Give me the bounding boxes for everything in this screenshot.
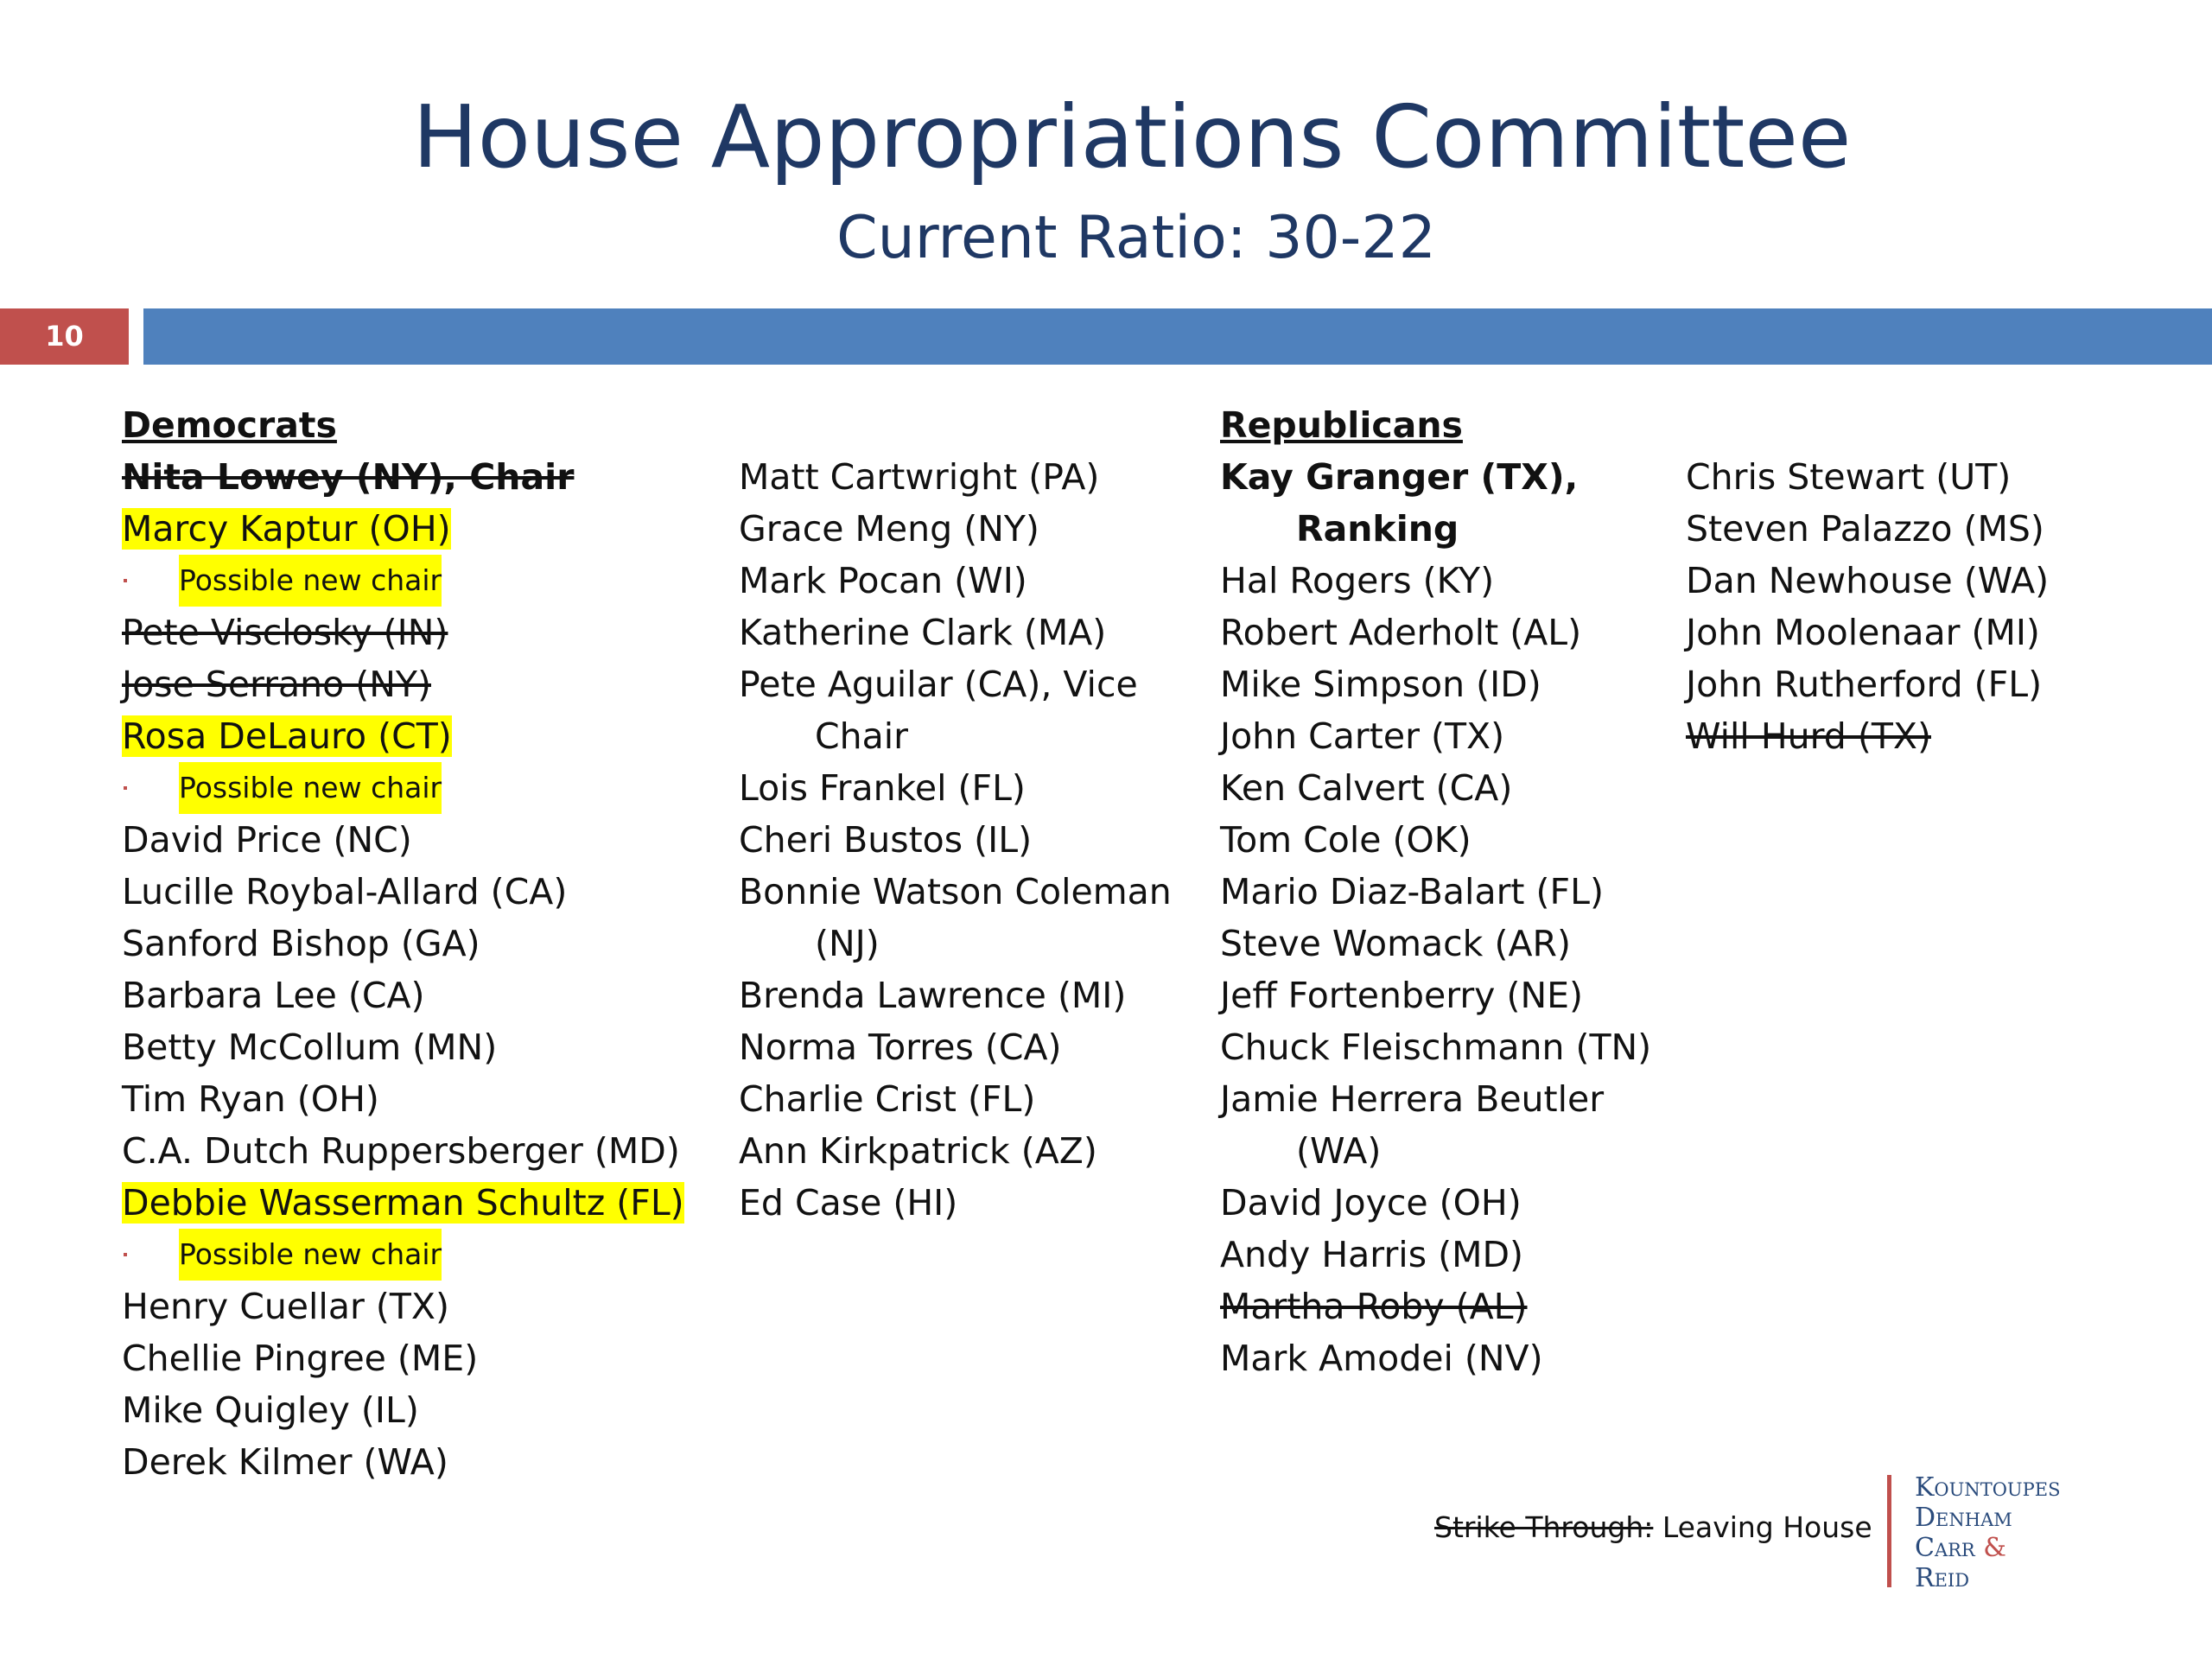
member-name: Tim Ryan (OH) [122,1078,379,1120]
member-row [122,607,692,658]
member-name: John Moolenaar (MI) [1686,612,2040,653]
member-row [1220,918,1669,969]
member-row [122,866,692,918]
member-name: Mike Simpson (ID) [1220,664,1541,705]
member-name: Chair [815,715,908,757]
member-row [1686,710,2144,762]
member-row [1220,710,1669,762]
member-row [1220,1229,1669,1281]
member-name: Ed Case (HI) [739,1182,958,1224]
member-name: Mike Quigley (IL) [122,1389,419,1431]
legend-text: Leaving House [1662,1510,1872,1544]
slide-number: 10 [0,308,129,365]
member-name: Mark Amodei (NV) [1220,1338,1543,1379]
democrats-list-continued [739,451,1188,1229]
possible-new-chair-note [122,1229,692,1281]
member-name: Barbara Lee (CA) [122,975,425,1016]
member-name: Jamie Herrera Beutler [1220,1078,1605,1120]
logo-carr: Carr [1915,1533,1975,1563]
member-name: Will Hurd (TX) [1686,715,1931,757]
member-row [739,969,1188,1021]
member-name: Nita Lowey (NY), Chair [122,456,575,498]
logo-ampersand: & [1983,1533,2007,1563]
note-text: Possible new chair [179,762,442,814]
member-row [739,555,1188,607]
member-row [1686,555,2144,607]
member-name: Robert Aderholt (AL) [1220,612,1582,653]
democrats-column-2 [739,451,1188,1229]
member-row [739,814,1188,866]
slide-title: House Appropriations Committee [412,86,1852,188]
slide-subtitle: Current Ratio: 30-22 [836,204,1436,272]
member-name: Andy Harris (MD) [1220,1234,1524,1275]
member-name: Pete Aguilar (CA), Vice [739,664,1138,705]
member-row [122,1073,692,1125]
member-row [739,866,1188,918]
member-row [1686,503,2144,555]
member-name: Hal Rogers (KY) [1220,560,1495,601]
republicans-list [1220,451,1669,1384]
logo-line-4: Reid [1915,1563,1970,1593]
member-row [1686,607,2144,658]
bullet-icon [124,579,127,582]
member-row [1220,1021,1669,1073]
member-row [122,1177,692,1229]
member-name: Derek Kilmer (WA) [122,1441,448,1483]
member-row [122,1384,692,1436]
member-row [1686,658,2144,710]
logo-line-1: Kountoupes [1915,1472,2061,1503]
member-row [122,1332,692,1384]
member-name: Betty McCollum (MN) [122,1027,498,1068]
member-row [739,607,1188,658]
member-row [1220,969,1669,1021]
logo-divider [1887,1475,1891,1587]
bullet-icon [124,1253,127,1256]
firm-logo [1915,1472,2060,1593]
member-name: Lois Frankel (FL) [739,767,1026,809]
member-name: Tom Cole (OK) [1220,819,1471,861]
member-name: John Carter (TX) [1220,715,1505,757]
member-row [739,451,1188,503]
member-row [1220,1281,1669,1332]
member-name: Brenda Lawrence (MI) [739,975,1127,1016]
member-name: Martha Roby (AL) [1220,1286,1528,1327]
member-name: Matt Cartwright (PA) [739,456,1100,498]
bullet-icon [124,786,127,790]
member-row [1220,503,1669,555]
member-row [739,658,1188,710]
republicans-header: Republicans [1220,404,1463,446]
democrats-column-1 [122,399,692,1488]
member-name: Dan Newhouse (WA) [1686,560,2050,601]
header-divider-bar [143,308,2212,365]
logo-line-3 [1915,1533,2060,1563]
legend-label: Strike Through: [1434,1510,1654,1544]
member-name: Henry Cuellar (TX) [122,1286,449,1327]
member-row [739,503,1188,555]
member-row [122,658,692,710]
note-text: Possible new chair [179,555,442,607]
member-name: Cheri Bustos (IL) [739,819,1033,861]
member-row [739,1177,1188,1229]
member-row [122,451,692,503]
member-name: Katherine Clark (MA) [739,612,1107,653]
member-name: David Price (NC) [122,819,412,861]
member-name: Sanford Bishop (GA) [122,923,480,964]
member-row [1220,866,1669,918]
member-name: Steven Palazzo (MS) [1686,508,2044,550]
member-row [122,1021,692,1073]
member-row [122,918,692,969]
member-name: Steve Womack (AR) [1220,923,1571,964]
member-row [1220,658,1669,710]
possible-new-chair-note [122,762,692,814]
member-name: John Rutherford (FL) [1686,664,2043,705]
member-row [1220,555,1669,607]
member-row [1220,762,1669,814]
member-row [739,1073,1188,1125]
democrats-list [122,451,692,1488]
member-name: Bonnie Watson Coleman [739,871,1172,912]
logo-line-2: Denham [1915,1503,2012,1533]
possible-new-chair-note [122,555,692,607]
member-row [1220,814,1669,866]
member-name: Ken Calvert (CA) [1220,767,1513,809]
member-name: Debbie Wasserman Schultz (FL) [122,1182,684,1224]
member-row [122,710,692,762]
republicans-list-continued [1686,451,2144,762]
republicans-column-1 [1220,399,1669,1384]
member-row [1220,451,1669,503]
note-text: Possible new chair [179,1229,442,1281]
strike-through-legend [1434,1510,1872,1544]
member-row [122,1281,692,1332]
member-row [1220,1073,1669,1125]
member-row [122,1125,692,1177]
member-row [122,814,692,866]
member-name: Jeff Fortenberry (NE) [1220,975,1584,1016]
member-row [1686,451,2144,503]
member-name: Mark Pocan (WI) [739,560,1027,601]
member-name: Charlie Crist (FL) [739,1078,1036,1120]
republicans-column-2 [1686,451,2144,762]
member-name: (WA) [1296,1130,1382,1172]
member-row [122,969,692,1021]
member-name: Kay Granger (TX), [1220,456,1579,498]
member-name: Jose Serrano (NY) [122,664,431,705]
member-name: Chellie Pingree (ME) [122,1338,479,1379]
member-name: Ranking [1296,508,1459,550]
member-name: Marcy Kaptur (OH) [122,508,451,550]
member-name: Grace Meng (NY) [739,508,1039,550]
member-row [122,503,692,555]
member-row [1220,1177,1669,1229]
member-name: C.A. Dutch Ruppersberger (MD) [122,1130,680,1172]
member-name: Chuck Fleischmann (TN) [1220,1027,1652,1068]
member-row [739,762,1188,814]
member-name: Rosa DeLauro (CT) [122,715,452,757]
member-name: Norma Torres (CA) [739,1027,1062,1068]
member-name: Lucille Roybal-Allard (CA) [122,871,568,912]
member-name: David Joyce (OH) [1220,1182,1522,1224]
member-row [739,1125,1188,1177]
member-name: Pete Visclosky (IN) [122,612,448,653]
member-row [1220,1332,1669,1384]
member-name: Chris Stewart (UT) [1686,456,2012,498]
member-name: Mario Diaz-Balart (FL) [1220,871,1604,912]
member-row [739,918,1188,969]
member-row [1220,607,1669,658]
member-name: (NJ) [815,923,880,964]
member-row [739,1021,1188,1073]
member-name: Ann Kirkpatrick (AZ) [739,1130,1097,1172]
member-row [739,710,1188,762]
democrats-header: Democrats [122,404,337,446]
member-row [1220,1125,1669,1177]
member-row [122,1436,692,1488]
